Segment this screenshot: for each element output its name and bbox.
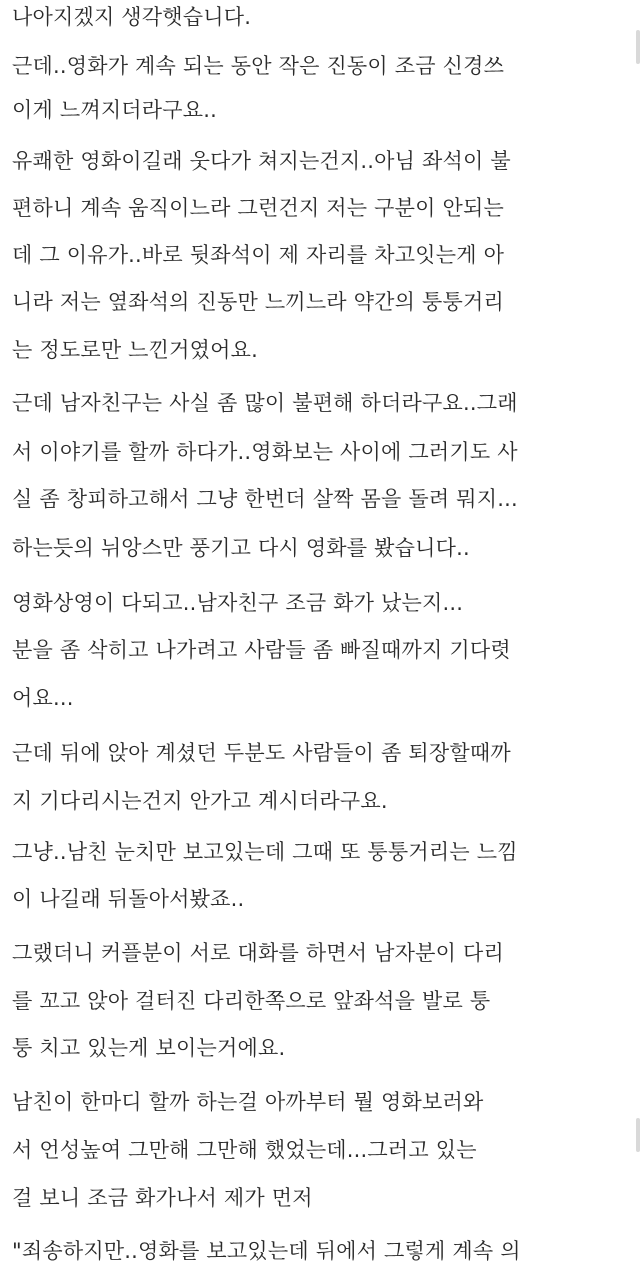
post-text-line: 영화상영이 다되고..남자친구 조금 화가 났는지... <box>12 591 464 615</box>
post-text-line: 남친이 한마디 할까 하는걸 아까부터 뭘 영화보러와 <box>12 1090 484 1114</box>
post-text-line: 분을 좀 삭히고 나가려고 사람들 좀 빠질때까지 기다렷 <box>12 638 511 662</box>
post-text-line: 서 언성높여 그만해 그만해 했었는데...그러고 있는 <box>12 1138 477 1162</box>
post-text-line: 편하니 계속 움직이느라 그런건지 저는 구분이 안되는 <box>12 196 504 220</box>
post-text-line: 이게 느껴지더라구요.. <box>12 98 217 122</box>
post-body <box>12 0 612 1280</box>
post-text-line: 유쾌한 영화이길래 웃다가 쳐지는건지..아님 좌석이 불 <box>12 149 511 173</box>
post-text-line: "죄송하지만..영화를 보고있는데 뒤에서 그렇게 계속 의 <box>12 1239 521 1263</box>
post-text-line: 실 좀 창피하고해서 그냥 한번더 살짝 몸을 돌려 뭐지... <box>12 487 518 511</box>
post-text-line: 를 꼬고 앉아 걸터진 다리한쪽으로 앞좌석을 발로 퉁 <box>12 989 491 1013</box>
post-text-line: 그냥..남친 눈치만 보고있는데 그때 또 퉁퉁거리는 느낌 <box>12 840 518 864</box>
post-text-line: 지 기다리시는건지 안가고 계시더라구요. <box>12 789 388 813</box>
post-text-line: 근데 뒤에 앉아 계셨던 두분도 사람들이 좀 퇴장할때까 <box>12 741 511 765</box>
post-text-line: 근데 남자친구는 사실 좀 많이 불편해 하더라구요..그래 <box>12 391 518 415</box>
post-text-line: 서 이야기를 할까 하다가..영화보는 사이에 그러기도 사 <box>12 440 518 464</box>
post-text-line: 근데..영화가 계속 되는 동안 작은 진동이 조금 신경쓰 <box>12 54 505 78</box>
post-text-line: 그랬더니 커플분이 서로 대화를 하면서 남자분이 다리 <box>12 941 504 965</box>
post-text-line: 어요... <box>12 686 74 710</box>
post-text-line: 하는듯의 뉘앙스만 풍기고 다시 영화를 봤습니다.. <box>12 536 470 560</box>
post-text-line: 나아지겠지 생각햇습니다. <box>12 5 252 29</box>
scroll-indicator[interactable] <box>636 30 640 64</box>
post-text-line: 데 그 이유가..바로 뒷좌석이 제 자리를 차고잇는게 아 <box>12 243 505 267</box>
post-text-line: 걸 보니 조금 화가나서 제가 먼저 <box>12 1186 313 1210</box>
post-text-line: 이 나길래 뒤돌아서봤죠.. <box>12 887 245 911</box>
post-text-line: 는 정도로만 느낀거였어요. <box>12 338 258 362</box>
post-text-line: 니라 저는 옆좌석의 진동만 느끼느라 약간의 퉁퉁거리 <box>12 290 504 314</box>
post-text-line: 퉁 치고 있는게 보이는거에요. <box>12 1036 286 1060</box>
scroll-indicator[interactable] <box>636 1118 640 1152</box>
